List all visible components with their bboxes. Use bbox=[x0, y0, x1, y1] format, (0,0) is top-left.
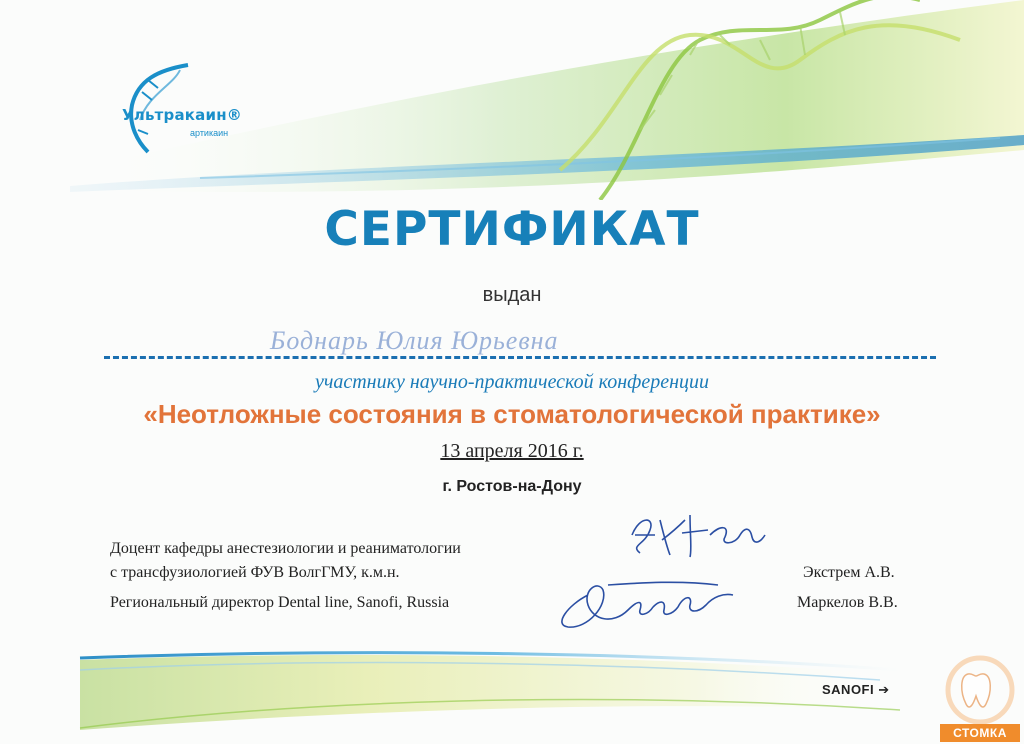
sanofi-text: SANOFI bbox=[822, 682, 875, 697]
conference-city: г. Ростов-на-Дону bbox=[442, 478, 582, 495]
signatory-1-name: Экстрем А.В. bbox=[803, 564, 895, 581]
brand-name: Ультракаин® bbox=[122, 106, 242, 124]
signatory-1-role-line2: с трансфузиологией ФУВ ВолгГМУ, к.м.н. bbox=[110, 564, 400, 581]
signatory-1-role-line1: Доцент кафедры анестезиологии и реаниматологии bbox=[110, 540, 461, 557]
signature-2 bbox=[548, 565, 748, 645]
certificate-title: СЕРТИФИКАТ bbox=[324, 202, 700, 257]
recipient-underline bbox=[104, 356, 936, 359]
issued-label: выдан bbox=[482, 284, 542, 306]
signature-1 bbox=[620, 505, 770, 565]
recipient-name: Боднарь Юлия Юрьевна bbox=[270, 326, 559, 355]
brand-subtitle: артикаин bbox=[190, 128, 229, 138]
signatory-2-name: Маркелов В.В. bbox=[797, 594, 898, 611]
signatory-2-role: Региональный директор Dental line, Sanofi, Russia bbox=[110, 594, 450, 611]
participant-text: участнику научно-практической конференции bbox=[314, 371, 710, 393]
watermark-label: СТОМКА bbox=[940, 724, 1020, 742]
sanofi-logo bbox=[822, 682, 890, 698]
conference-title: «Неотложные состояния в стоматологической практике» bbox=[143, 399, 881, 429]
sanofi-swirl-icon: ➔ bbox=[878, 682, 890, 697]
tooth-watermark-icon bbox=[940, 652, 1020, 724]
conference-date: 13 апреля 2016 г. bbox=[440, 440, 584, 462]
